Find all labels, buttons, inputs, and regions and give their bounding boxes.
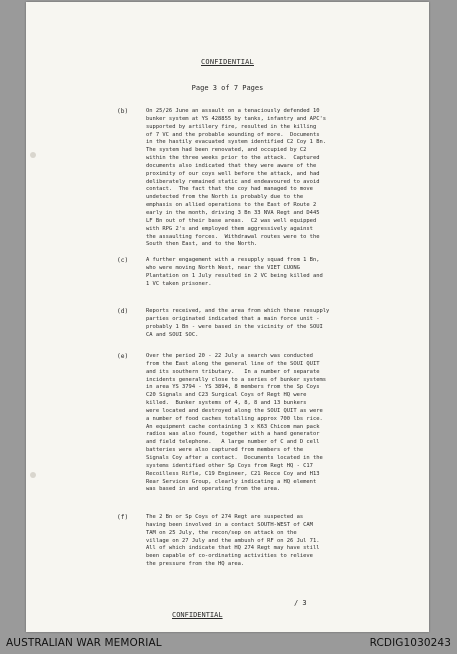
paragraph-body	[146, 353, 404, 494]
text-line: documents also indicated that they were aware of the	[146, 162, 317, 169]
text-line: in area YS 3794 - YS 3894, 8 members from the Sp Coys	[146, 384, 320, 391]
paragraph-label: (d)	[117, 308, 129, 315]
text-line: TAM on 25 July, the recon/sep on attack on the	[146, 529, 297, 536]
text-line: killed. Bunker systems of 4, 8, 8 and 13 bunkers	[146, 400, 307, 407]
text-line: radios was also found, together with a hand generator	[146, 431, 320, 438]
paragraph-e	[117, 353, 404, 494]
paragraph-d	[117, 308, 404, 339]
text-line: emphasis on allied operations to the East of Route 2	[146, 202, 317, 209]
text-line: Over the period 20 - 22 July a search was conducted	[146, 353, 313, 359]
paragraph-label: (e)	[117, 353, 129, 360]
text-line: LF Bn out of their base areas. C2 was well equipped	[146, 217, 317, 224]
paragraph-body	[146, 108, 404, 249]
punch-hole	[30, 472, 36, 478]
text-line: bunker system at YS 428855 by tanks, infantry and APC's	[146, 115, 327, 122]
text-line: The system had been renovated, and occupied by C2	[146, 147, 307, 154]
text-line: early in the month, driving 3 Bn 33 NVA Regt and D445	[146, 209, 320, 216]
paragraph-f	[117, 514, 404, 569]
archive-reference: RCDIG1030243	[369, 637, 451, 649]
document-page	[26, 2, 429, 632]
text-line: the assaulting forces. Withdrawal routes were to the	[146, 233, 320, 240]
text-line: On 25/26 June an assault on a tenaciously defended 10	[146, 108, 320, 114]
text-line: the pressure from the HQ area.	[146, 561, 245, 568]
text-line: who were moving North West, near the VIET CUONG	[146, 264, 300, 271]
text-line: having been involved in a contact SOUTH-WEST of CAM	[146, 521, 313, 528]
text-line: proximity of our coys well before the attack, and had	[146, 170, 320, 177]
paragraph-label: (c)	[117, 257, 129, 264]
text-line: parties originated indicated that a main force unit -	[146, 315, 320, 322]
text-line: was based in and operating from the area.	[146, 486, 281, 493]
text-line: a number of food caches totalling approx 700 lbs rice.	[146, 415, 323, 422]
text-line: undetected from the North is probably due to the	[146, 194, 304, 201]
text-line: probably 1 Bn - were based in the vicinity of the SOUI	[146, 323, 323, 330]
text-line: and its southern tributary. In a number of separate	[146, 368, 320, 375]
text-line: Rear Services Group, clearly indicating a HQ element	[146, 478, 317, 485]
text-line: been capable of co-ordinating activities to relieve	[146, 553, 313, 560]
text-line: Signals Coy after a contact. Documents located in the	[146, 454, 323, 461]
paragraph-c	[117, 257, 404, 288]
text-line: and field telephone. A large number of C and D cell	[146, 439, 320, 446]
text-line: were located and destroyed along the SOUI QUIT as were	[146, 407, 323, 414]
text-line: C20 Signals and C23 Surgical Coys of Regt HQ were	[146, 392, 307, 399]
paragraph-body	[146, 308, 404, 339]
text-line: from the East along the general line of the SOUI QUIT	[146, 360, 320, 367]
text-line: A further engagement with a resupply squad from 1 Bn,	[146, 257, 320, 263]
paragraph-label: (b)	[117, 108, 129, 115]
text-line: incidents generally close to a series of bunker systems	[146, 376, 327, 383]
page-mark: / 3	[294, 599, 307, 607]
text-line: with RPG 2's and employed them aggressively against	[146, 225, 313, 232]
text-line: Reports received, and the area from which these resupply	[146, 308, 330, 314]
text-line: An equipment cache containing 3 x K63 Chicom man pack	[146, 423, 320, 430]
text-line: All of which indicate that HQ 274 Regt may have still	[146, 545, 320, 552]
page-label: Page 3 of 7 Pages	[191, 84, 264, 92]
text-line: supported by artillery fire, resulted in the killing	[146, 123, 317, 130]
text-line: The 2 Bn or Sp Coys of 274 Regt are suspected as	[146, 514, 304, 520]
paragraph-body	[146, 514, 404, 569]
text-line: within the three weeks prior to the attack. Captured	[146, 155, 320, 162]
punch-hole	[30, 152, 36, 158]
text-line: CA and SOUI SOC.	[146, 331, 199, 338]
text-line: in the hastily evacuated system identified C2 Coy 1 Bn.	[146, 139, 327, 146]
classification-header: CONFIDENTIAL	[201, 58, 254, 66]
paragraph-label: (f)	[117, 514, 129, 521]
classification-footer: CONFIDENTIAL	[172, 611, 223, 619]
text-line: South then East, and to the North.	[146, 241, 258, 248]
paragraph-body	[146, 257, 404, 288]
text-line: Plantation on 1 July resulted in 2 VC being killed and	[146, 272, 323, 279]
text-line: village on 27 July and the ambush of RF on 26 Jul 71.	[146, 537, 320, 544]
text-line: deliberately remained static and endeavoured to avoid	[146, 178, 320, 185]
text-line: systems identified other Sp Coys from Regt HQ - C17	[146, 462, 313, 469]
text-line: 1 VC taken prisoner.	[146, 280, 212, 287]
text-line: Recoilless Rifle, C19 Engineer, C21 Recce Coy and H13	[146, 470, 320, 477]
text-line: of 7 VC and the probable wounding of more. Documents	[146, 131, 320, 138]
archive-name: AUSTRALIAN WAR MEMORIAL	[6, 637, 162, 649]
text-line: contact. The fact that the coy had managed to move	[146, 186, 313, 193]
paragraph-b	[117, 108, 404, 249]
text-line: batteries were also captured from members of the	[146, 447, 304, 454]
